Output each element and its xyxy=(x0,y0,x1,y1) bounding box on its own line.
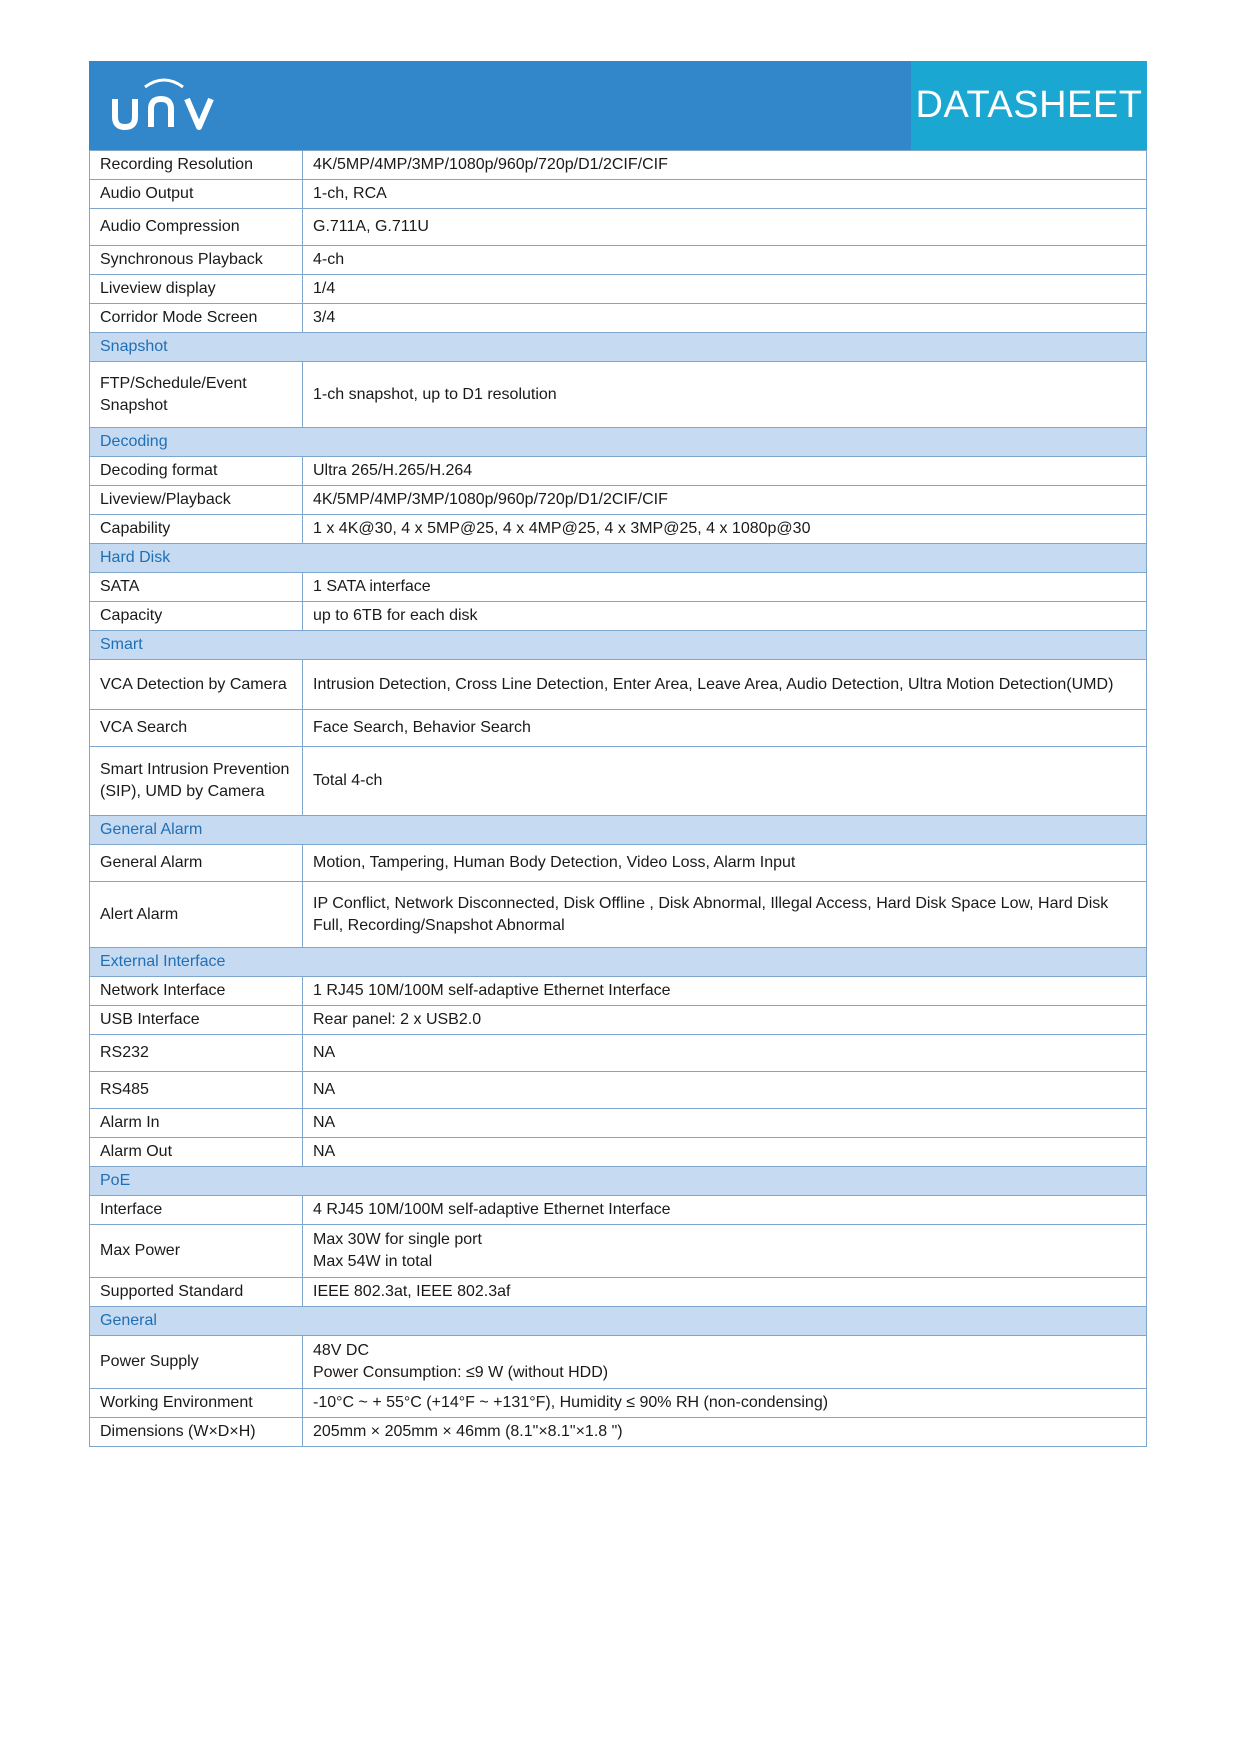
spec-value: NA xyxy=(303,1138,1147,1167)
spec-label: Alert Alarm xyxy=(90,882,303,948)
spec-value: IP Conflict, Network Disconnected, Disk Offline , Disk Abnormal, Illegal Access, Hard Disk Space Low, Hard Disk Full, Recording/Snapshot Abnormal xyxy=(303,882,1147,948)
spec-row xyxy=(90,1336,1147,1389)
spec-row xyxy=(90,747,1147,816)
spec-label: VCA Search xyxy=(90,710,303,747)
section-header-row xyxy=(90,631,1147,660)
spec-value-line: Max 54W in total xyxy=(313,1253,433,1270)
spec-value: 4-ch xyxy=(303,246,1147,275)
spec-label: Alarm In xyxy=(90,1109,303,1138)
spec-value: Rear panel: 2 x USB2.0 xyxy=(303,1006,1147,1035)
header-banner xyxy=(89,61,1147,150)
spec-value: Ultra 265/H.265/H.264 xyxy=(303,457,1147,486)
section-title: General xyxy=(90,1307,1147,1336)
spec-label: Dimensions (W×D×H) xyxy=(90,1418,303,1447)
spec-value xyxy=(303,1225,1147,1278)
spec-label: Audio Compression xyxy=(90,209,303,246)
spec-table xyxy=(89,150,1147,1447)
spec-value: IEEE 802.3at, IEEE 802.3af xyxy=(303,1278,1147,1307)
spec-label: Capability xyxy=(90,515,303,544)
section-header-row xyxy=(90,1307,1147,1336)
spec-row xyxy=(90,660,1147,710)
spec-label: Decoding format xyxy=(90,457,303,486)
spec-value: 4K/5MP/4MP/3MP/1080p/960p/720p/D1/2CIF/CIF xyxy=(303,151,1147,180)
spec-value: 1 x 4K@30, 4 x 5MP@25, 4 x 4MP@25, 4 x 3MP@25, 4 x 1080p@30 xyxy=(303,515,1147,544)
section-header-row xyxy=(90,428,1147,457)
spec-value: NA xyxy=(303,1109,1147,1138)
spec-row xyxy=(90,1418,1147,1447)
spec-value: -10°C ~ + 55°C (+14°F ~ +131°F), Humidity ≤ 90% RH (non-condensing) xyxy=(303,1389,1147,1418)
spec-label: Corridor Mode Screen xyxy=(90,304,303,333)
spec-label: Liveview/Playback xyxy=(90,486,303,515)
spec-label: RS232 xyxy=(90,1035,303,1072)
section-header-row xyxy=(90,816,1147,845)
spec-row xyxy=(90,977,1147,1006)
spec-value: Intrusion Detection, Cross Line Detection, Enter Area, Leave Area, Audio Detection, Ultra Motion Detection(UMD) xyxy=(303,660,1147,710)
spec-value: 1-ch snapshot, up to D1 resolution xyxy=(303,362,1147,428)
spec-label: General Alarm xyxy=(90,845,303,882)
spec-value: 205mm × 205mm × 46mm (8.1"×8.1"×1.8 ") xyxy=(303,1418,1147,1447)
spec-label: RS485 xyxy=(90,1072,303,1109)
spec-value: 1 SATA interface xyxy=(303,573,1147,602)
section-title: Hard Disk xyxy=(90,544,1147,573)
spec-row xyxy=(90,457,1147,486)
spec-label: Working Environment xyxy=(90,1389,303,1418)
spec-value: 4 RJ45 10M/100M self-adaptive Ethernet Interface xyxy=(303,1196,1147,1225)
spec-row xyxy=(90,1389,1147,1418)
datasheet-label: DATASHEET xyxy=(911,61,1147,150)
section-title: General Alarm xyxy=(90,816,1147,845)
spec-row xyxy=(90,1072,1147,1109)
spec-label: Synchronous Playback xyxy=(90,246,303,275)
spec-value: G.711A, G.711U xyxy=(303,209,1147,246)
spec-label: Capacity xyxy=(90,602,303,631)
spec-label: Recording Resolution xyxy=(90,151,303,180)
section-title: External Interface xyxy=(90,948,1147,977)
spec-value: Face Search, Behavior Search xyxy=(303,710,1147,747)
spec-value-line: Power Consumption: ≤9 W (without HDD) xyxy=(313,1364,609,1381)
spec-label: Supported Standard xyxy=(90,1278,303,1307)
spec-value: 3/4 xyxy=(303,304,1147,333)
section-title: Decoding xyxy=(90,428,1147,457)
spec-row xyxy=(90,1035,1147,1072)
spec-label: VCA Detection by Camera xyxy=(90,660,303,710)
spec-label: USB Interface xyxy=(90,1006,303,1035)
spec-label: Liveview display xyxy=(90,275,303,304)
section-title: PoE xyxy=(90,1167,1147,1196)
spec-label: Alarm Out xyxy=(90,1138,303,1167)
section-header-row xyxy=(90,544,1147,573)
spec-row xyxy=(90,151,1147,180)
spec-value-line: 48V DC xyxy=(313,1342,370,1359)
spec-value: NA xyxy=(303,1035,1147,1072)
spec-row xyxy=(90,845,1147,882)
spec-value: 1-ch, RCA xyxy=(303,180,1147,209)
spec-row xyxy=(90,1006,1147,1035)
spec-row xyxy=(90,1109,1147,1138)
spec-label: Smart Intrusion Prevention (SIP), UMD by Camera xyxy=(90,747,303,816)
spec-label: FTP/Schedule/Event Snapshot xyxy=(90,362,303,428)
spec-row xyxy=(90,515,1147,544)
spec-row xyxy=(90,1278,1147,1307)
spec-label: Power Supply xyxy=(90,1336,303,1389)
spec-value: 4K/5MP/4MP/3MP/1080p/960p/720p/D1/2CIF/CIF xyxy=(303,486,1147,515)
spec-value: up to 6TB for each disk xyxy=(303,602,1147,631)
spec-value: NA xyxy=(303,1072,1147,1109)
spec-row xyxy=(90,1225,1147,1278)
spec-row xyxy=(90,602,1147,631)
spec-label: SATA xyxy=(90,573,303,602)
spec-label: Max Power xyxy=(90,1225,303,1278)
spec-label: Network Interface xyxy=(90,977,303,1006)
spec-row xyxy=(90,486,1147,515)
spec-label: Interface xyxy=(90,1196,303,1225)
spec-row xyxy=(90,1196,1147,1225)
section-header-row xyxy=(90,948,1147,977)
spec-row xyxy=(90,882,1147,948)
section-title: Snapshot xyxy=(90,333,1147,362)
section-header-row xyxy=(90,333,1147,362)
spec-value xyxy=(303,1336,1147,1389)
spec-row xyxy=(90,246,1147,275)
spec-label: Audio Output xyxy=(90,180,303,209)
section-title: Smart xyxy=(90,631,1147,660)
spec-value-line: Max 30W for single port xyxy=(313,1231,482,1248)
spec-value: 1 RJ45 10M/100M self-adaptive Ethernet Interface xyxy=(303,977,1147,1006)
spec-row xyxy=(90,209,1147,246)
spec-row xyxy=(90,362,1147,428)
unv-logo-icon xyxy=(109,73,219,137)
spec-row xyxy=(90,304,1147,333)
spec-row xyxy=(90,275,1147,304)
spec-row xyxy=(90,180,1147,209)
spec-value: 1/4 xyxy=(303,275,1147,304)
spec-row xyxy=(90,1138,1147,1167)
spec-row xyxy=(90,573,1147,602)
spec-value: Motion, Tampering, Human Body Detection, Video Loss, Alarm Input xyxy=(303,845,1147,882)
section-header-row xyxy=(90,1167,1147,1196)
spec-value: Total 4-ch xyxy=(303,747,1147,816)
spec-row xyxy=(90,710,1147,747)
